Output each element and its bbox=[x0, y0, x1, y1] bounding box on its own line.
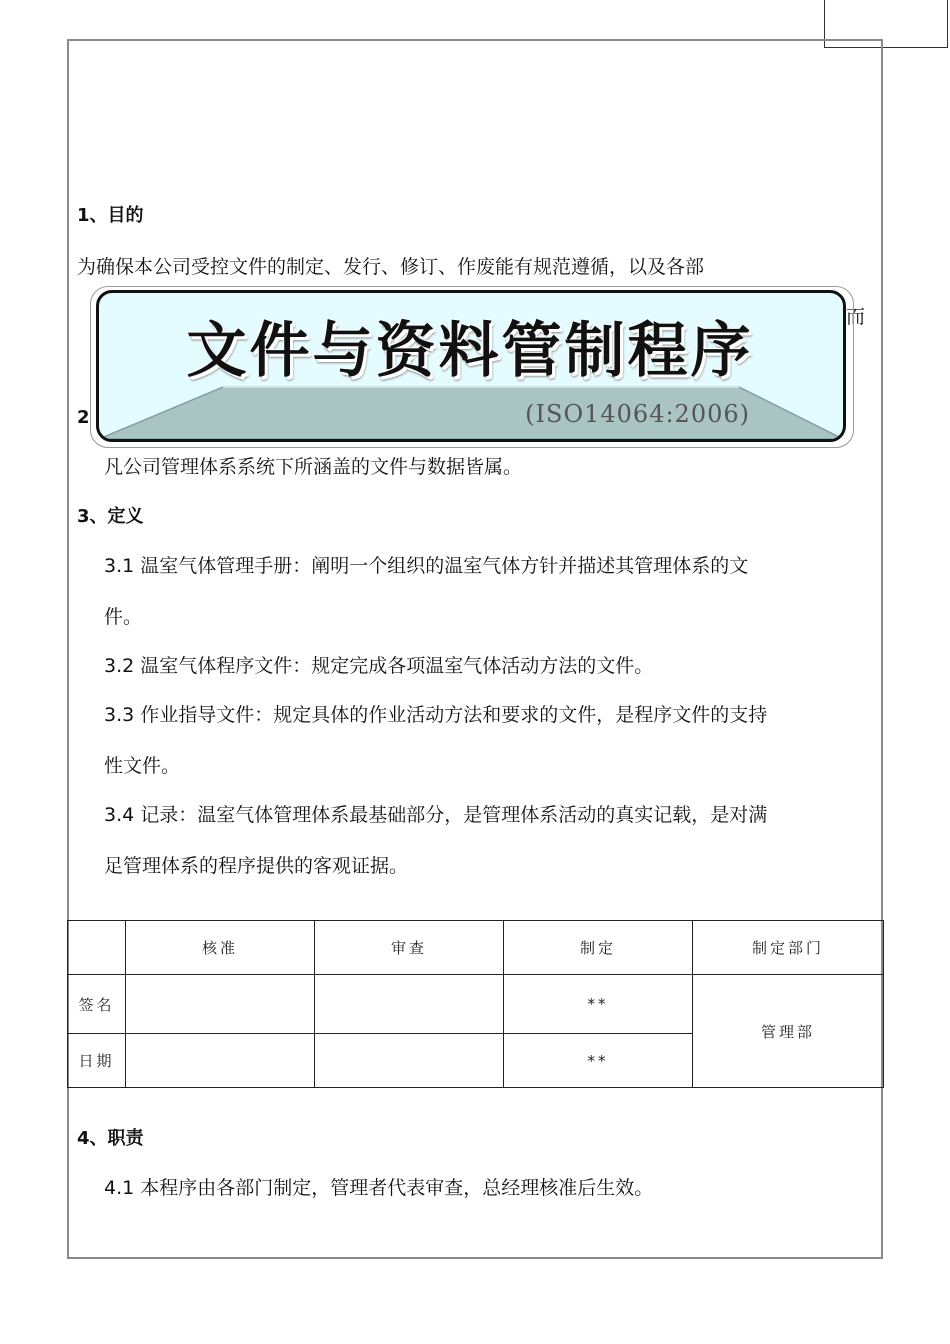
header-prepare: 制定 bbox=[504, 921, 693, 975]
signature-prepare-cell: ** bbox=[504, 975, 693, 1034]
header-review: 审查 bbox=[315, 921, 504, 975]
table-header-row bbox=[68, 921, 884, 975]
row-label-signature: 签名 bbox=[68, 975, 126, 1034]
banner-subtitle: (ISO14064:2006) bbox=[525, 400, 750, 428]
signature-approve-cell bbox=[126, 975, 315, 1034]
section-1-text-line1: 为确保本公司受控文件的制定、发行、修订、作废能有规范遵循，以及各部 bbox=[77, 256, 705, 278]
definition-3-1-line2: 件。 bbox=[104, 606, 143, 628]
approval-table bbox=[67, 920, 884, 1088]
section-1-heading: 1、目的 bbox=[77, 205, 144, 226]
table-row-signature bbox=[68, 975, 884, 1034]
responsibility-4-1: 4.1 本程序由各部门制定，管理者代表审查，总经理核准后生效。 bbox=[104, 1177, 654, 1199]
definition-3-4-line2: 足管理体系的程序提供的客观证据。 bbox=[104, 855, 409, 877]
header-department: 制定部门 bbox=[693, 921, 884, 975]
definition-3-2: 3.2 温室气体程序文件：规定完成各项温室气体活动方法的文件。 bbox=[104, 655, 654, 677]
definition-3-1-line1: 3.1 温室气体管理手册：阐明一个组织的温室气体方针并描述其管理体系的文 bbox=[104, 555, 749, 577]
section-1-text-line2-tail: 而 bbox=[846, 306, 866, 328]
date-prepare-cell: ** bbox=[504, 1034, 693, 1088]
section-4-heading: 4、职责 bbox=[77, 1128, 144, 1149]
date-approve-cell bbox=[126, 1034, 315, 1088]
section-3-heading: 3、定义 bbox=[77, 506, 144, 527]
banner-title: 文件与资料管制程序 bbox=[186, 316, 754, 386]
definition-3-3-line2: 性文件。 bbox=[104, 755, 181, 777]
row-label-date: 日期 bbox=[68, 1034, 126, 1088]
department-cell: 管理部 bbox=[693, 975, 884, 1088]
definition-3-3-line1: 3.3 作业指导文件：规定具体的作业活动方法和要求的文件，是程序文件的支持 bbox=[104, 704, 768, 726]
title-banner bbox=[90, 286, 854, 448]
definition-3-4-line1: 3.4 记录：温室气体管理体系最基础部分，是管理体系活动的真实记载，是对满 bbox=[104, 804, 768, 826]
section-2-text: 凡公司管理体系系统下所涵盖的文件与数据皆属。 bbox=[104, 456, 523, 478]
signature-review-cell bbox=[315, 975, 504, 1034]
header-approve: 核准 bbox=[126, 921, 315, 975]
section-2-heading: 2 bbox=[77, 407, 90, 428]
date-review-cell bbox=[315, 1034, 504, 1088]
header-empty-cell bbox=[68, 921, 126, 975]
